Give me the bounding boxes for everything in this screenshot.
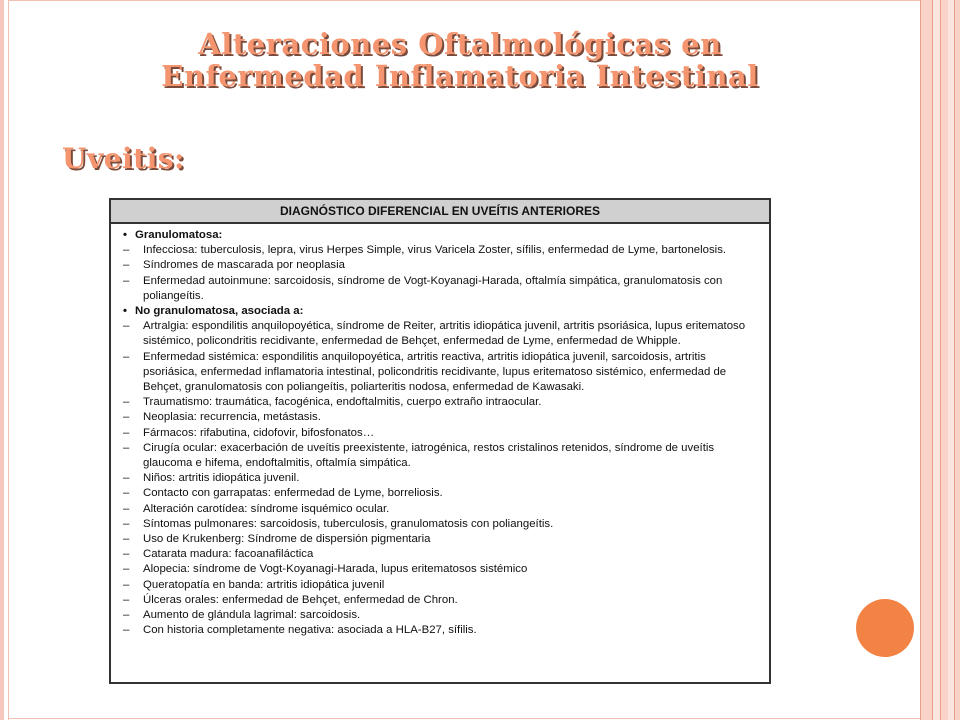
list-item: – Queratopatía en banda: artritis idiopática juvenil <box>123 578 763 593</box>
band-stripe <box>932 0 940 720</box>
list-item: – Úlceras orales: enfermedad de Behçet, enfermedad de Chron. <box>123 593 763 608</box>
list-item: – Síntomas pulmonares: sarcoidosis, tuberculosis, granulomatosis con poliangeítis. <box>123 517 763 532</box>
list-item: – Traumatismo: traumática, facogénica, endoftalmitis, cuerpo extraño intraocular. <box>123 395 763 410</box>
list-item: – Artralgia: espondilitis anquilopoyética, síndrome de Reiter, artritis idiopática juvenil, artritis psoriásica, lupus eritematoso sistémico, policondritis recidivante, enfermedad de Behçet, enfermedad de Lyme, enfermedad de Whipple. <box>123 319 763 349</box>
list-item: – Cirugía ocular: exacerbación de uveítis preexistente, iatrogénica, restos cristalinos retenidos, síndrome de uveítis glaucoma e hifema, endoftalmitis, oftalmía simpática. <box>123 441 763 471</box>
list-item: – Contacto con garrapatas: enfermedad de Lyme, borreliosis. <box>123 486 763 501</box>
list-item: – Niños: artritis idiopática juvenil. <box>123 471 763 486</box>
list-item: – Neoplasia: recurrencia, metástasis. <box>123 410 763 425</box>
slide-title-line-2: Enfermedad Inflamatoria Intestinal <box>161 59 759 93</box>
list-item: – Fármacos: rifabutina, cidofovir, bifosfonatos… <box>123 426 763 441</box>
list-item: – Aumento de glándula lagrimal: sarcoidosis. <box>123 608 763 623</box>
list-item: – Alteración carotídea: síndrome isquémico ocular. <box>123 502 763 517</box>
band-line <box>932 0 933 720</box>
list-item: – Infecciosa: tuberculosis, lepra, virus Herpes Simple, virus Varicela Zoster, sífilis, enfermedad de Lyme, bartonelosis. <box>123 243 763 258</box>
band-line <box>940 0 941 720</box>
list-item: – Uso de Krukenberg: Síndrome de dispersión pigmentaria <box>123 532 763 547</box>
slide-title <box>0 28 920 92</box>
differential-diagnosis-table <box>109 198 771 684</box>
list-item: – Enfermedad sistémica: espondilitis anquilopoyética, artritis reactiva, artritis idiopática juvenil, sarcoidosis, artritis psoriásica, enfermedad inflamatoria intestinal, policondritis recidivante, lupus eritematoso sistémico, enfermedad de Behçet, granulomatosis con poliangeítis, poliarteritis nodosa, enfermedad de Kawasaki. <box>123 350 763 396</box>
table-body <box>111 224 769 638</box>
list-item: – Con historia completamente negativa: asociada a HLA-B27, sífilis. <box>123 623 763 638</box>
band-line <box>954 0 955 720</box>
list-item: – Enfermedad autoinmune: sarcoidosis, síndrome de Vogt-Koyanagi-Harada, oftalmía simpática, granulomatosis con poliangeítis. <box>123 274 763 304</box>
table-header: DIAGNÓSTICO DIFERENCIAL EN UVEÍTIS ANTERIORES <box>111 200 769 224</box>
band-line <box>920 0 921 720</box>
category-granulomatosa: • Granulomatosa: <box>123 228 763 243</box>
category-no-granulomatosa: • No granulomatosa, asociada a: <box>123 304 763 319</box>
slide-subtitle: Uveitis: <box>62 142 185 175</box>
frame-top-line <box>8 0 920 1</box>
list-item: – Catarata madura: facoanafiláctica <box>123 547 763 562</box>
decorative-orange-circle <box>856 599 914 657</box>
list-item: – Alopecia: síndrome de Vogt-Koyanagi-Harada, lupus eritematosos sistémico <box>123 562 763 577</box>
frame-left-border <box>0 0 4 720</box>
frame-left-line <box>8 0 9 720</box>
frame-bottom-line <box>8 718 920 719</box>
list-item: – Síndromes de mascarada por neoplasia <box>123 258 763 273</box>
right-decorative-band <box>920 0 960 720</box>
slide-title-line-1: Alteraciones Oftalmológicas en <box>198 27 722 61</box>
